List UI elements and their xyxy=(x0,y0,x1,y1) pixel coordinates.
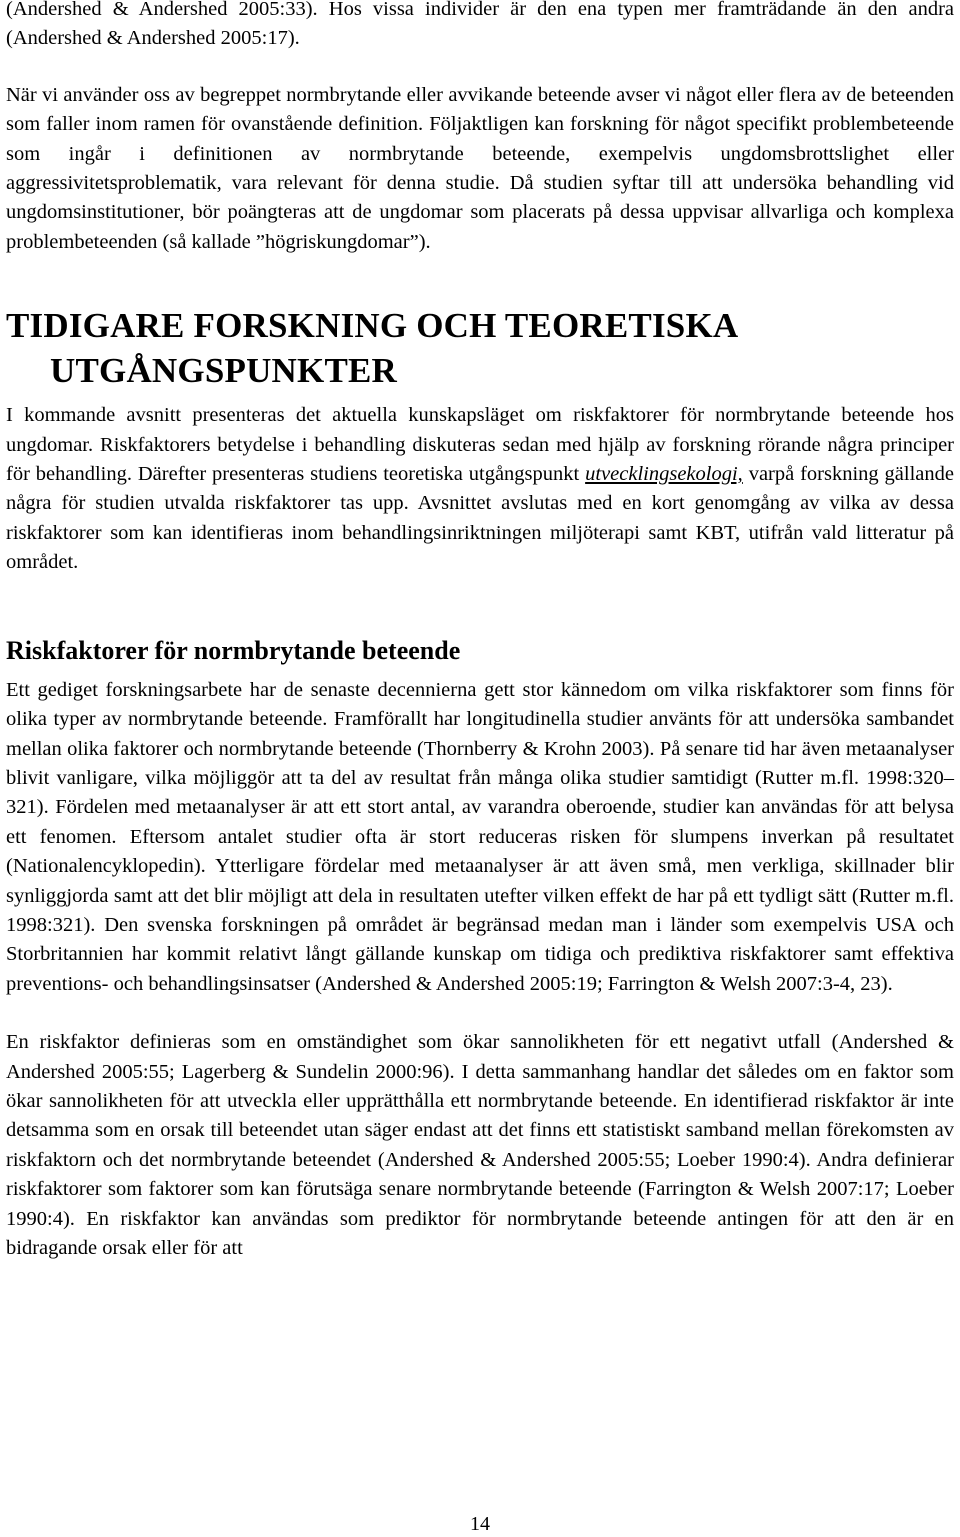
section-heading-line1: TIDIGARE FORSKNING OCH TEORETISKA xyxy=(6,306,739,346)
paragraph-continuation: (Andershed & Andershed 2005:33). Hos vissa individer är den ena typen mer framträdande än den andra (Andershed & Andershed 2005:17). xyxy=(6,0,954,50)
subsection-heading: Riskfaktorer för normbrytande beteende xyxy=(6,635,461,665)
paragraph-definition: När vi använder oss av begreppet normbrytande eller avvikande beteende avser vi något eller flera av de beteenden som faller inom ramen för ovanstående definition. Följaktligen kan forskning för något specifikt problembeteende som ingår i definitionen av normbrytande beteende, exempelvis ungdomsbrottslighet eller aggressivitetsproblematik, vara relevant för denna studie. Då studien syftar till att undersöka behandling vid ungdomsinstitutioner, bör poängteras att de ungdomar som placerats på dessa uppvisar allvarliga och komplexa problembeteenden (så kallade ”högriskungdomar”). xyxy=(6,83,954,253)
section-heading-line2: UTGÅNGSPUNKTER xyxy=(50,351,398,391)
intro-italic-term: utvecklingsekologi, xyxy=(585,463,743,486)
paragraph-section-intro xyxy=(6,401,954,577)
paragraph-risk-definition: En riskfaktor definieras som en omständighet som ökar sannolikheten för ett negativt utfall (Andershed & Andershed 2005:55; Lagerberg & Sundelin 2000:96). I detta sammanhang handlar det således om en faktor som ökar sannolikheten för att utveckla eller upprätthålla ett normbrytande beteende. En identifierad riskfaktor är inte detsamma som en orsak till beteendet utan säger endast att det finns ett statistiskt samband mellan förekomsten av riskfaktorn och det normbrytande beteendet (Andershed & Andershed 2005:55; Loeber 1990:4). Andra definierar riskfaktorer som faktorer som kan förutsäga senare normbrytande beteende (Farrington & Welsh 2007:17; Loeber 1990:4). En riskfaktor kan användas som prediktor för normbrytande beteende antingen för att den är en bidragande orsak eller för att xyxy=(6,1031,954,1259)
intro-text-part1: I kommande avsnitt presenteras det aktuella kunskapsläget om riskfaktorer för normbrytande beteende hos ungdomar. Riskfaktorers betydelse i behandling diskuteras sedan med hjälp av forskning rörande några principer för behandling. Därefter presenteras studiens teoretiska utgångspunkt xyxy=(6,404,954,486)
page-number: 14 xyxy=(470,1513,490,1535)
document-page xyxy=(6,0,954,1263)
paragraph-risk-research: Ett gediget forskningsarbete har de senaste decennierna gett stor kännedom om vilka riskfaktorer som finns för olika typer av normbrytande beteende. Framförallt har longitudinella studier använts för att undersöka sambandet mellan olika faktorer och normbrytande beteende (Thornberry & Krohn 2003). På senare tid har även metaanalyser blivit vanligare, vilka möjliggör att ta del av resultat från många olika studier samtidigt (Rutter m.fl. 1998:320–321). Fördelen med metaanalyser är att ett stort antal, av varandra oberoende, studier kan användas för att belysa ett fenomen. Eftersom antalet studier ofta är stort reduceras risken för slumpens inverkan på resultatet (Nationalencyklopedin). Ytterligare fördelar med metaanalyser är att även små, men verkliga, skillnader blir synliggjorda samt att det blir möjligt att dela in resultaten utefter vilken effekt de har på ett tydligt sätt (Rutter m.fl. 1998:321). Den svenska forskningen på området är begränsad medan man i länder som exempelvis USA och Storbritannien har kommit relativt långt gällande kunskap om tidiga och prediktiva riskfaktorer samt effektiva preventions- och behandlingsinsatser (Andershed & Andershed 2005:19; Farrington & Welsh 2007:3-4, 23). xyxy=(6,678,954,995)
section-heading xyxy=(6,303,954,393)
intro-text-part2: varpå forskning gällande några för studien utvalda riskfaktorer tas upp. Avsnittet avslutas med en kort genomgång av vilka av dessa riskfaktorer som kan identifieras inom behandlingsinriktningen miljöterapi samt KBT, utifrån vald litteratur på området. xyxy=(6,463,954,574)
